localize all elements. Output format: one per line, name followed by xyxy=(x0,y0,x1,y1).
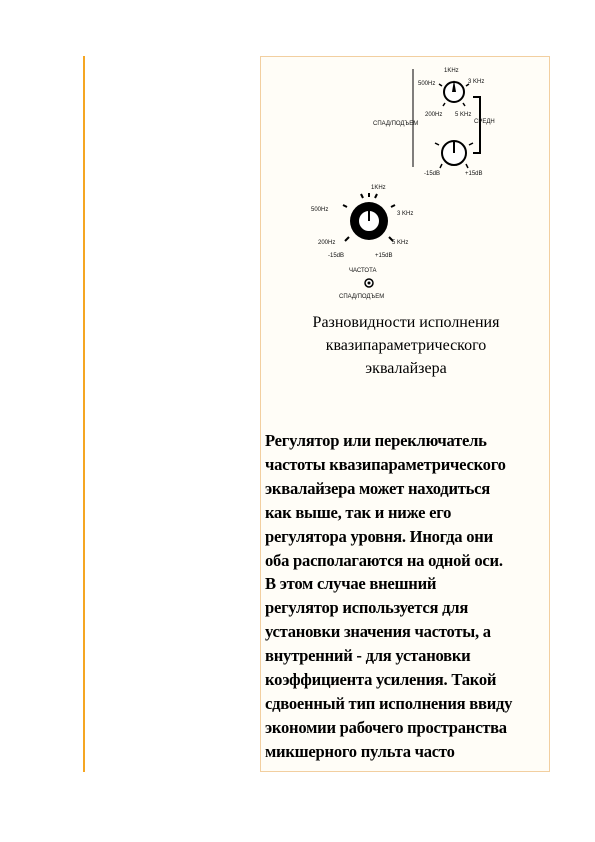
equalizer-figure xyxy=(261,57,551,307)
body-line: регулятора уровня. Иногда они xyxy=(265,526,493,546)
margin-rule xyxy=(83,56,85,772)
caption-line: эквалайзера xyxy=(365,360,447,377)
top-label-spad: СПАД/ПОДЪЕМ xyxy=(373,121,419,127)
bottom-label-500hz: 500Hz xyxy=(311,207,329,213)
bottom-label-3khz: 3 KHz xyxy=(397,211,414,217)
top-level-knob xyxy=(435,141,473,168)
top-label-3khz: 3 KHz xyxy=(468,79,485,85)
bottom-label-plus15: +15dB xyxy=(375,253,393,259)
body-line: внутренний - для установки xyxy=(265,646,471,666)
body-line: эквалайзера может находиться xyxy=(265,478,491,498)
top-label-200hz: 200Hz xyxy=(425,112,443,118)
body-line: сдвоенный тип исполнения ввиду xyxy=(265,693,513,713)
body-paragraph xyxy=(265,429,549,764)
equalizer-knobs-drawing xyxy=(261,57,551,307)
top-label-5khz: 5 KHz xyxy=(455,112,472,118)
boost-cut-switch xyxy=(365,279,373,287)
concentric-knob xyxy=(343,193,395,241)
caption-line: квазипараметрического xyxy=(325,337,487,354)
body-line: В этом случае внешний xyxy=(265,574,437,594)
bottom-label-200hz: 200Hz xyxy=(318,240,336,246)
bottom-label-5khz: 5 KHz xyxy=(392,240,409,246)
caption-line: Разновидности исполнения xyxy=(312,314,500,331)
body-line: установки значения частоты, а xyxy=(265,622,491,642)
body-line: как выше, так и ниже его xyxy=(265,502,452,522)
top-label-sredn: СРЕДН xyxy=(474,119,495,125)
body-line: оба располагаются на одной оси. xyxy=(265,550,503,570)
bottom-label-1khz: 1KHz xyxy=(371,185,386,191)
body-line: регулятор используется для xyxy=(265,598,469,618)
body-line: экономии рабочего пространства xyxy=(265,717,507,737)
body-line: частоты квазипараметрического xyxy=(265,454,506,474)
figure-caption xyxy=(261,311,551,380)
bottom-label-minus15: -15dB xyxy=(328,253,345,259)
body-line: микшерного пульта часто xyxy=(265,741,455,761)
top-frequency-knob xyxy=(439,80,469,106)
content-panel xyxy=(260,56,550,772)
body-line: Регулятор или переключатель xyxy=(265,431,487,450)
body-line: коэффициента усиления. Такой xyxy=(265,670,497,690)
top-label-minus15: -15dB xyxy=(424,171,441,177)
top-label-500hz: 500Hz xyxy=(418,81,436,87)
top-label-plus15: +15dB xyxy=(465,171,483,177)
top-label-1khz: 1KHz xyxy=(444,68,459,74)
bottom-label-chastota: ЧАСТОТА xyxy=(349,268,377,274)
bottom-label-spad: СПАД/ПОДЪЕМ xyxy=(339,294,385,300)
